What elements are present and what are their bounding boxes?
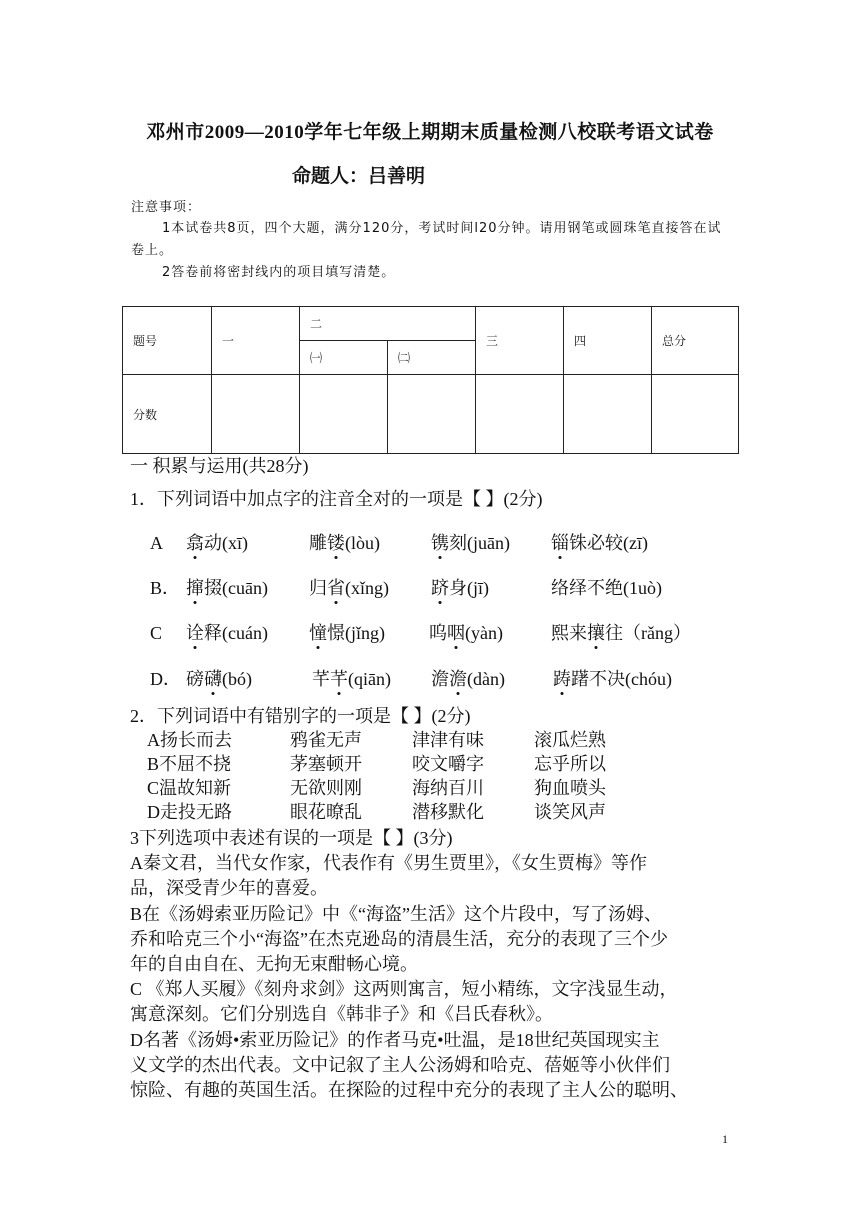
option-label: B． — [150, 578, 181, 598]
option-word: 呜咽(yàn) — [429, 623, 503, 643]
list-item: 狗血喷头 — [534, 778, 606, 798]
list-item: 咬文嚼字 — [412, 754, 484, 774]
section-1-heading: 一 积累与运用(共28分) — [130, 456, 309, 476]
list-item: 海纳百川 — [412, 778, 484, 798]
option-word: 磅礴(bó) — [186, 669, 252, 689]
list-item: A扬长而去 — [147, 730, 232, 750]
question-3-line: 品，深受青少年的喜爱。 — [130, 878, 328, 898]
list-item: 眼花暸乱 — [290, 802, 362, 822]
score-cell[interactable] — [564, 375, 652, 454]
page-number: 1 — [722, 1132, 728, 1146]
question-3-line: 年的自由自在、无拘无束酣畅心境。 — [130, 954, 418, 974]
list-item: 津津有味 — [412, 730, 484, 750]
question-2-stem: 2．下列词语中有错别字的一项是【 】(2分) — [130, 706, 471, 726]
option-word: 澹澹(dàn) — [431, 669, 505, 689]
option-word: 芊芊(qiān) — [312, 669, 391, 689]
option-word: 撺掇(cuān) — [186, 578, 268, 598]
option-word: 翕动(xī) — [186, 533, 248, 553]
question-3-line: D名著《汤姆•索亚历险记》的作者马克•吐温，是18世纪英国现实主 — [130, 1030, 660, 1050]
option-word: 镌刻(juān) — [431, 533, 510, 553]
score-cell[interactable] — [476, 375, 564, 454]
option-word: 诠释(cuán) — [186, 623, 268, 643]
list-item: 潜移默化 — [412, 802, 484, 822]
score-table-header-label: 题号 — [123, 307, 212, 375]
option-word: 跻身(jī) — [431, 578, 489, 598]
list-item: B不屈不挠 — [147, 754, 232, 774]
score-table-col-total: 总分 — [652, 307, 739, 375]
option-word: 踌躇不决(chóu) — [553, 669, 672, 689]
question-3-line: 乔和哈克三个小“海盗”在杰克逊岛的清晨生活，充分的表现了三个少 — [130, 929, 668, 949]
option-word: 憧憬(jǐng) — [309, 623, 385, 643]
score-cell[interactable] — [212, 375, 300, 454]
list-item: 忘乎所以 — [534, 754, 606, 774]
list-item: C温故知新 — [147, 778, 232, 798]
option-word: 归省(xǐng) — [309, 578, 389, 598]
list-item: 茅塞顿开 — [290, 754, 362, 774]
notice-item-2: 2答卷前将密封线内的项目填写清楚。 — [162, 265, 396, 280]
option-word: 雕镂(lòu) — [309, 533, 380, 553]
option-label: A — [150, 533, 163, 553]
page-title: 邓州市2009—2010学年七年级上期期末质量检测八校联考语文试卷 — [146, 122, 714, 143]
question-3-line: 惊险、有趣的英国生活。在探险的过程中充分的表现了主人公的聪明、 — [130, 1080, 688, 1100]
question-3-line: C 《郑人买履》《刻舟求剑》这两则寓言，短小精练，文字浅显生动， — [130, 979, 678, 999]
option-word: 锱铢必较(zī) — [551, 533, 648, 553]
score-table-col-2-sub-1: ㈠ — [300, 341, 388, 375]
score-table-col-3: 三 — [476, 307, 564, 375]
score-table — [122, 306, 739, 454]
score-table-col-2-sub-2: ㈡ — [388, 341, 476, 375]
option-word: 络绎不绝(1uò) — [551, 578, 662, 598]
question-1-stem: 1．下列词语中加点字的注音全对的一项是【 】(2分) — [130, 489, 543, 509]
notice-item-1: 1本试卷共8页，四个大题，满分120分，考试时间l20分钟。请用钢笔或圆珠笔直接答在试卷上。 — [131, 221, 722, 258]
score-cell[interactable] — [300, 375, 388, 454]
option-word: 熙来攘往（rǎng） — [551, 623, 691, 643]
score-table-col-2: 二 — [300, 307, 476, 341]
list-item: 滚瓜烂熟 — [534, 730, 606, 750]
question-3-line: 寓意深刻。它们分别选自《韩非子》和《吕氏春秋》。 — [130, 1004, 553, 1024]
notice-heading: 注意事项： — [131, 200, 202, 215]
author-line: 命题人：吕善明 — [292, 166, 426, 187]
question-3-stem: 3下列选项中表述有误的一项是【 】(3分) — [130, 828, 453, 848]
score-table-col-1: 一 — [212, 307, 300, 375]
question-3-line: B在《汤姆索亚历险记》中《“海盗”生活》这个片段中，写了汤姆、 — [130, 904, 662, 924]
list-item: 鸦雀无声 — [290, 730, 362, 750]
score-cell[interactable] — [652, 375, 739, 454]
question-3-line: A秦文君，当代女作家，代表作有《男生贾里》，《女生贾梅》等作 — [130, 853, 647, 873]
question-3-line: 义文学的杰出代表。文中记叙了主人公汤姆和哈克、蓓姬等小伙伴们 — [130, 1055, 670, 1075]
score-cell[interactable] — [388, 375, 476, 454]
list-item: 无欲则刚 — [290, 778, 362, 798]
score-table-score-label: 分数 — [123, 375, 212, 454]
list-item: 谈笑风声 — [534, 802, 606, 822]
option-label: C — [150, 623, 163, 643]
option-label: D． — [150, 669, 181, 689]
list-item: D走投无路 — [147, 802, 232, 822]
score-table-col-4: 四 — [564, 307, 652, 375]
